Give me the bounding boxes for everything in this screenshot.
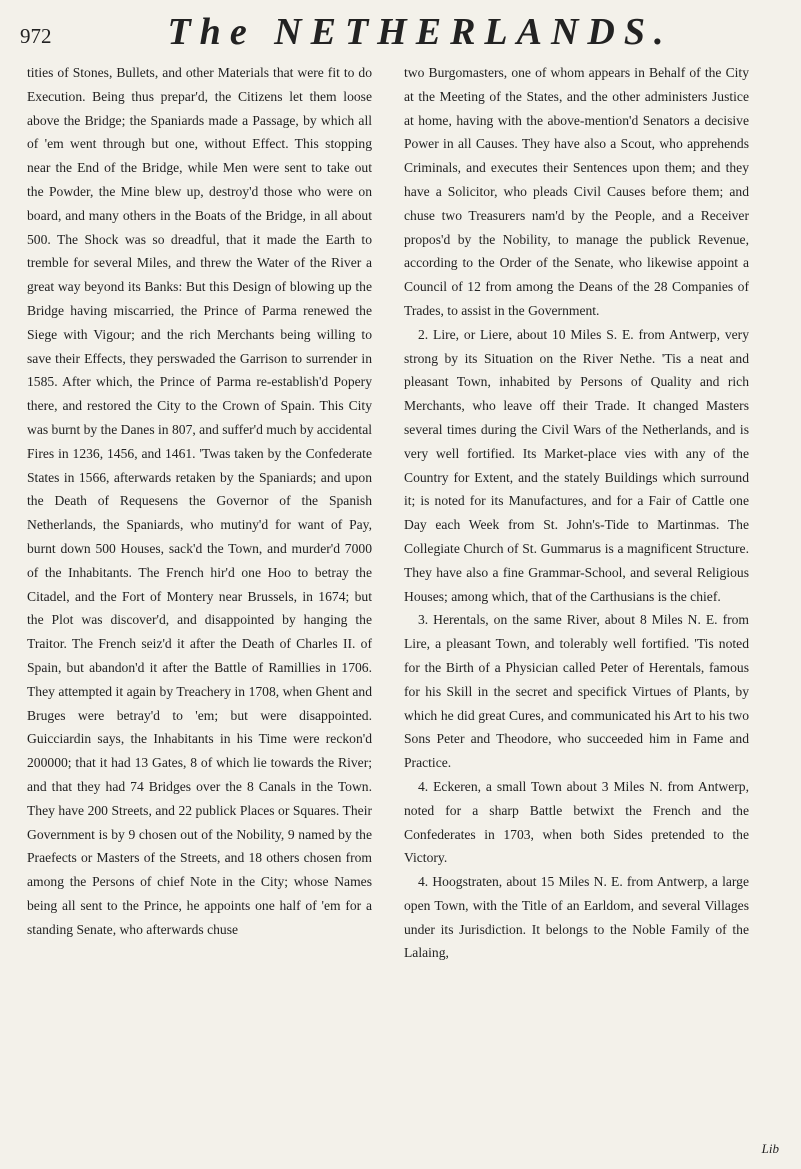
running-title: The NETHERLANDS. bbox=[167, 11, 673, 53]
left-column bbox=[27, 61, 372, 941]
paragraph-hoogstraten: 4. Hoogstraten, about 15 Miles N. E. from Antwerp, a large open Town, with the Title of an Earldom, and several Villages under its Jurisdiction. It belongs to the Noble Family of the Lalaing, bbox=[404, 874, 749, 961]
page-header bbox=[20, 6, 790, 62]
left-column-text: tities of Stones, Bullets, and other Materials that were fit to do Execution. Being thus prepar'd, the Citizens let them loose above the Bridge; the Spaniards made a Passage, by which all of 'em went through but one, without Effect. This stopping near the End of the Bridge, while Men were sent to take out the Powder, the Mine blew up, destroy'd those who were on board, and many others in the Boats of the Bridge, in all about 500. The Shock was so dreadful, that it made the Earth to tremble for several Miles, and threw the Water of the River a great way beyond its Banks: But this Design of blowing up the Bridge having miscarried, the Prince of Parma renewed the Siege with Vigour; and the rich Merchants being willing to save their Effects, they perswaded the Garrison to surrender in 1585. After which, the Prince of Parma re-establish'd Popery there, and restored the City to the Crown of Spain. This City was burnt by the Danes in 807, and suffer'd much by accidental Fires in 1236, 1456, and 1461. 'Twas taken by the Confederate States in 1566, afterwards retaken by the Spaniards; and upon the Death of Requesens the Governor of the Spanish Netherlands, the Spaniards, who mutiny'd for want of Pay, burnt down 500 Houses, sack'd the Town, and murder'd 7000 of the Inhabitants. The French hir'd one Hoo to betray the Citadel, and the Fort of Montery near Brussels, in 1674; but the Plot was discover'd, and disappointed by hanging the Traitor. The French seiz'd it after the Death of Charles II. of Spain, but abandon'd it after the Battle of Ramillies in 1706. They attempted it again by Treachery in 1708, when Ghent and Bruges were betray'd to 'em; but were disappointed. Guicciardin says, the Inhabitants in his Time were reckon'd 200000; that it had 13 Gates, 8 of which lie towards the River; and that they had 74 Bridges over the 8 Canals in the Town. They have 200 Streets, and 22 publick Places or Squares. Their Government is by 9 chosen out of the Nobility, 9 named by the Praefects or Masters of the Streets, and 18 others chosen from among the Persons of chief Note in the City; whose Names being all sent to the Prince, he appoints one half of 'em for a standing Senate, who afterwards chuse bbox=[27, 65, 372, 937]
paragraph-herentals: 3. Herentals, on the same River, about 8 Miles N. E. from Lire, a pleasant Town, and tolerably well fortified. 'Tis noted for the Birth of a Physician called Peter of Herentals, famous for his Skill in the secret and specifick Virtues of Plants, by which he did great Cures, and communicated his Art to his two Sons Peter and Theodore, who succeeded him in Fame and Practice. bbox=[404, 612, 749, 771]
page-number: 972 bbox=[20, 24, 52, 48]
paragraph-burgomasters: two Burgomasters, one of whom appears in Behalf of the City at the Meeting of the States, and the other administers Justice at home, having with the above-mention'd Senators a decisive Power in all Causes. They have also a Scout, who apprehends Criminals, and executes their Sentences upon them; and they have a Solicitor, who pleads Civil Causes before them; and chuse two Treasurers nam'd by the People, and a Receiver propos'd by the Nobility, to manage the publick Revenue, according to the Order of the Senate, who likewise appoint a Council of 12 from among the Deans of the 28 Companies of Trades, to assist in the Government. bbox=[404, 65, 749, 318]
paragraph-lire: 2. Lire, or Liere, about 10 Miles S. E. from Antwerp, very strong by its Situation on the River Nethe. 'Tis a neat and pleasant Town, inhabited by Persons of Quality and rich Merchants, who leave off their Trade. It changed Masters several times during the Civil Wars of the Netherlands, and is very well fortified. Its Market-place vies with any of the Country for Extent, and the stately Buildings which surround it; is noted for its Manufactures, and for a Fair of Cattle one Day each Week from St. John's-Tide to Martinmas. The Collegiate Church of St. Gummarus is a magnificent Structure. They have also a fine Grammar-School, and several Religious Houses; among which, that of the Carthusians is the chief. bbox=[404, 326, 749, 604]
right-column bbox=[404, 61, 749, 965]
catchword: Lib bbox=[761, 1141, 779, 1156]
paragraph-eckeren: 4. Eckeren, a small Town about 3 Miles N. from Antwerp, noted for a sharp Battle betwixt the French and the Confederates in 1703, when both Sides pretended to the Victory. bbox=[404, 778, 749, 866]
